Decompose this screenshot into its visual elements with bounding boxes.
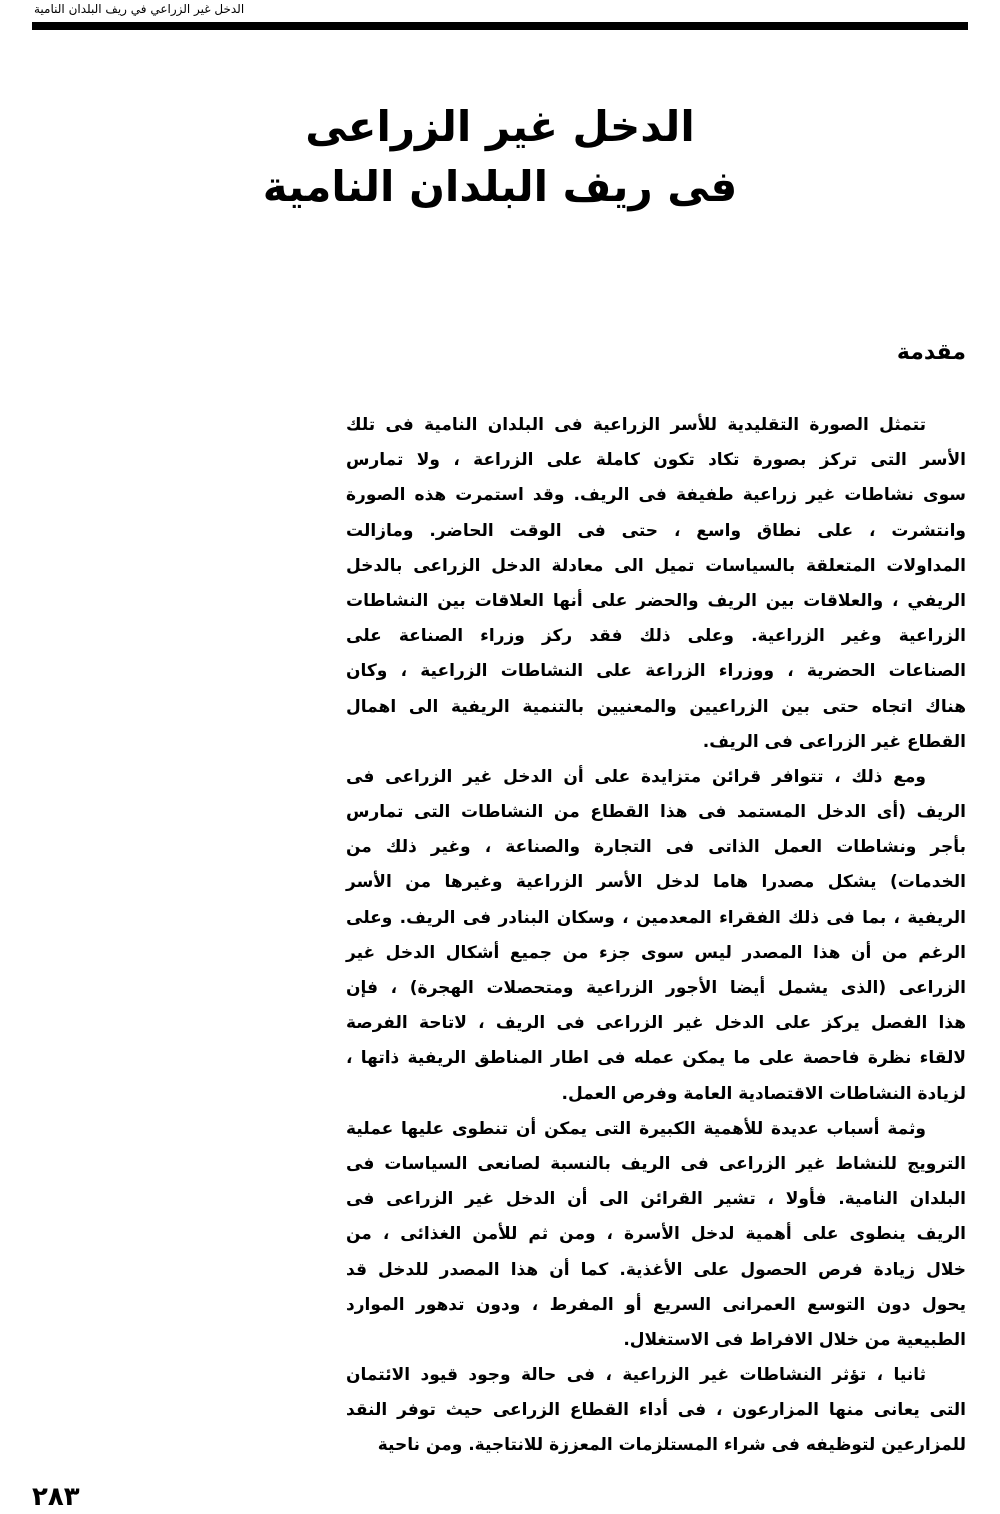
text-line: خلال زيادة فرص الحصول على الأغذية. كما أن هذا المصدر للدخل قد (346, 1259, 966, 1280)
text-line: الريفي ، والعلاقات بين الريف والحضر على أنها العلاقات بين النشاطات (346, 590, 966, 611)
running-head: الدخل غير الزراعي في ريف البلدان النامية (34, 2, 245, 16)
page-title-line-1: الدخل غير الزراعى (305, 102, 695, 151)
text-line: الأسر التى تركز بصورة تكاد تكون كاملة على الزراعة ، ولا تمارس (346, 450, 966, 471)
text-line: هناك اتجاه حتى بين الزراعيين والمعنيين بالتنمية الريفية الى اهمال (346, 696, 966, 717)
text-line: هذا الفصل يركز على الدخل غير الزراعى فى الريف ، لاتاحة الفرصة (346, 1013, 966, 1034)
text-line: المداولات المتعلقة بالسياسات تميل الى معادلة الدخل الزراعى بالدخل (346, 555, 966, 576)
text-line: الترويج للنشاط غير الزراعى فى الريف بالنسبة لصانعى السياسات فى (346, 1153, 966, 1174)
text-line: الصناعات الحضرية ، ووزراء الزراعة على النشاطات الزراعية ، وكان (346, 661, 966, 682)
text-line: يحول دون التوسع العمرانى السريع أو المفرط ، ودون تدهور الموارد (346, 1294, 966, 1315)
page-title-line-2: فى ريف البلدان النامية (262, 162, 738, 211)
text-line: لزيادة النشاطات الاقتصادية العامة وفرص العمل. (561, 1083, 966, 1104)
page-number: ٢٨٣ (32, 1482, 80, 1512)
text-line: وثمة أسباب عديدة للأهمية الكبيرة التى يمكن أن تنطوى عليها عملية (346, 1118, 926, 1139)
text-line: الريف (أى الدخل المستمد فى هذا القطاع من النشاطات التى تمارس (346, 802, 966, 823)
paragraph (346, 1360, 966, 1466)
text-line: الزراعية وغير الزراعية. وعلى ذلك فقد ركز وزراء الصناعة على (346, 626, 966, 647)
text-line: للمزارعين لتوظيفه فى شراء المستلزمات المعززة للانتاجية. ومن ناحية (377, 1435, 966, 1456)
text-line: سوى نشاطات غير زراعية طفيفة فى الريف. وقد استمرت هذه الصورة (346, 485, 966, 506)
paragraph (346, 1114, 966, 1360)
text-line: التى يعانى منها المزارعون ، فى أداء القطاع الزراعى حيث توفر النقد (346, 1400, 966, 1421)
text-line: لالقاء نظرة فاحصة على ما يمكن عمله فى اطار المناطق الريفية ذاتها ، (346, 1048, 966, 1069)
text-line: ومع ذلك ، تتوافر قرائن متزايدة على أن الدخل غير الزراعى فى (346, 766, 926, 787)
text-line: القطاع غير الزراعى فى الريف. (702, 731, 966, 752)
text-line: الخدمات) يشكل مصدرا هاما لدخل الأسر الزراعية وغيرها من الأسر (346, 872, 966, 893)
paragraph (346, 762, 966, 1114)
header-rule (32, 22, 968, 30)
text-line: بأجر ونشاطات العمل الذاتى فى التجارة والصناعة ، وغير ذلك من (346, 837, 966, 858)
text-line: الزراعى (الذى يشمل أيضا الأجور الزراعية ومتحصلات الهجرة) ، فإن (346, 978, 966, 998)
text-line: البلدان النامية. فأولا ، تشير القرائن الى أن الدخل غير الزراعى فى (346, 1189, 966, 1210)
paragraph (346, 410, 966, 762)
text-line: الريف ينطوى على أهمية لدخل الأسرة ، ومن ثم للأمن الغذائى ، من (346, 1224, 966, 1245)
text-line: تتمثل الصورة التقليدية للأسر الزراعية فى البلدان النامية فى تلك (346, 415, 926, 435)
text-line: الطبيعية من خلال الافراط فى الاستغلال. (623, 1329, 966, 1350)
body-text (346, 410, 966, 1466)
text-line: وانتشرت ، على نطاق واسع ، حتى فى الوقت الحاضر. ومازالت (346, 520, 966, 541)
text-line: الرغم من أن هذا المصدر ليس سوى جزء من جميع أشكال الدخل غير (346, 942, 966, 963)
text-line: الريفية ، بما فى ذلك الفقراء المعدمين ، وسكان البنادر فى الريف. وعلى (346, 907, 966, 928)
text-line: ثانيا ، تؤثر النشاطات غير الزراعية ، فى حالة وجود قيود الائتمان (346, 1365, 926, 1386)
section-heading: مقدمة (896, 340, 966, 365)
